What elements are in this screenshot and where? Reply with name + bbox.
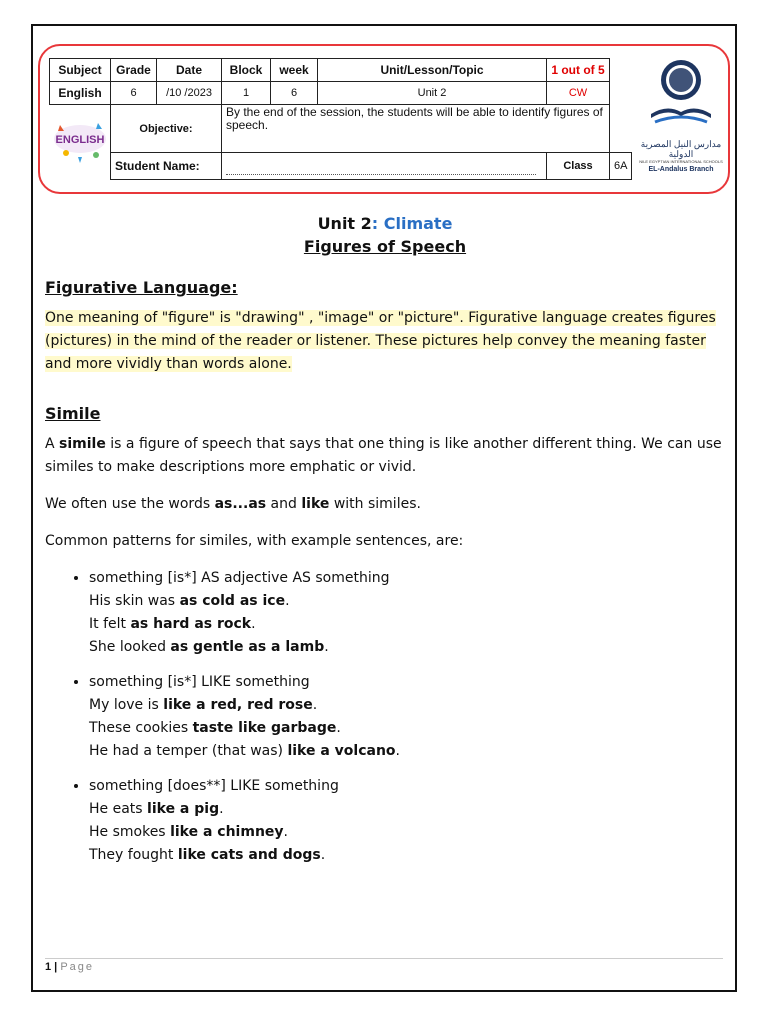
patterns-intro: Common patterns for similes, with example sentences, are: <box>45 533 464 549</box>
page-title: Figures of Speech <box>303 237 467 256</box>
unit-label: Unit 2 <box>317 214 372 233</box>
week-value: 6 <box>271 82 318 105</box>
col-unit: Unit/Lesson/Topic <box>318 59 547 82</box>
english-logo-icon <box>52 117 108 167</box>
col-page-count: 1 out of 5 <box>547 59 610 82</box>
pattern-item: • something [does**] LIKE something He eats like a pig. He smokes like a chimney. They fought like cats and dogs. <box>89 775 725 867</box>
grade-value: 6 <box>111 82 157 105</box>
col-block: Block <box>222 59 271 82</box>
class-value: 6A <box>610 153 632 180</box>
col-date: Date <box>157 59 222 82</box>
simile-words: We often use the words as...as and like with similes. <box>45 496 421 512</box>
school-english: NILE EGYPTIAN INTERNATIONAL SCHOOLS <box>639 159 723 164</box>
school-seal-icon <box>637 56 725 134</box>
col-subject: Subject <box>50 59 111 82</box>
unit-value: Unit 2 <box>318 82 547 105</box>
english-logo <box>52 117 108 167</box>
page-footer: 1 | Page <box>45 961 95 973</box>
objective-label: Objective: <box>111 105 222 153</box>
pattern-item: • something [is*] AS adjective AS something His skin was as cold as ice. It felt as hard as rock. She looked as gentle as a lamb. <box>89 567 725 659</box>
simile-heading: Simile <box>45 404 101 423</box>
student-name-label: Student Name: <box>111 153 222 180</box>
col-week: week <box>271 59 318 82</box>
unit-title: Unit 2: Climate <box>317 214 453 233</box>
page-label: Page <box>60 961 95 973</box>
figurative-definition: One meaning of "figure" is "drawing" , "image" or "picture". Figurative language creates figures (pictures) in the mind of the reader or listener. These pictures help convey the meaning faster and more vividly than words alone. <box>45 310 716 372</box>
date-value: /10 /2023 <box>157 82 222 105</box>
svg-text:ENGLISH: ENGLISH <box>55 134 105 147</box>
objective-text: By the end of the session, the students will be able to identify figures of speech. <box>222 105 610 153</box>
simile-definition: A simile is a figure of speech that says that one thing is like another different thing. We can use similes to make descriptions more emphatic or vivid. <box>45 436 722 475</box>
lesson-info-table <box>49 58 632 180</box>
branch-name: EL-Andalus Branch <box>648 166 714 173</box>
school-arabic: مدارس النيل المصرية الدولية <box>640 139 722 159</box>
col-grade: Grade <box>111 59 157 82</box>
page-number: 1 <box>45 961 52 973</box>
subject-value: English <box>50 82 111 105</box>
student-name-field[interactable] <box>222 153 547 180</box>
cw-value: CW <box>547 82 610 105</box>
figurative-heading: Figurative Language: <box>45 278 238 297</box>
topic-label: Climate <box>383 214 453 233</box>
simile-patterns-list <box>45 567 725 867</box>
pattern-item: • something [is*] LIKE something My love is like a red, red rose. These cookies taste like garbage. He had a temper (that was) like a volcano. <box>89 671 725 763</box>
class-label: Class <box>547 153 610 180</box>
footer-divider <box>45 958 723 959</box>
block-value: 1 <box>222 82 271 105</box>
school-logo <box>637 56 725 178</box>
left-logo-cell <box>50 105 111 180</box>
worksheet-content <box>45 210 725 881</box>
